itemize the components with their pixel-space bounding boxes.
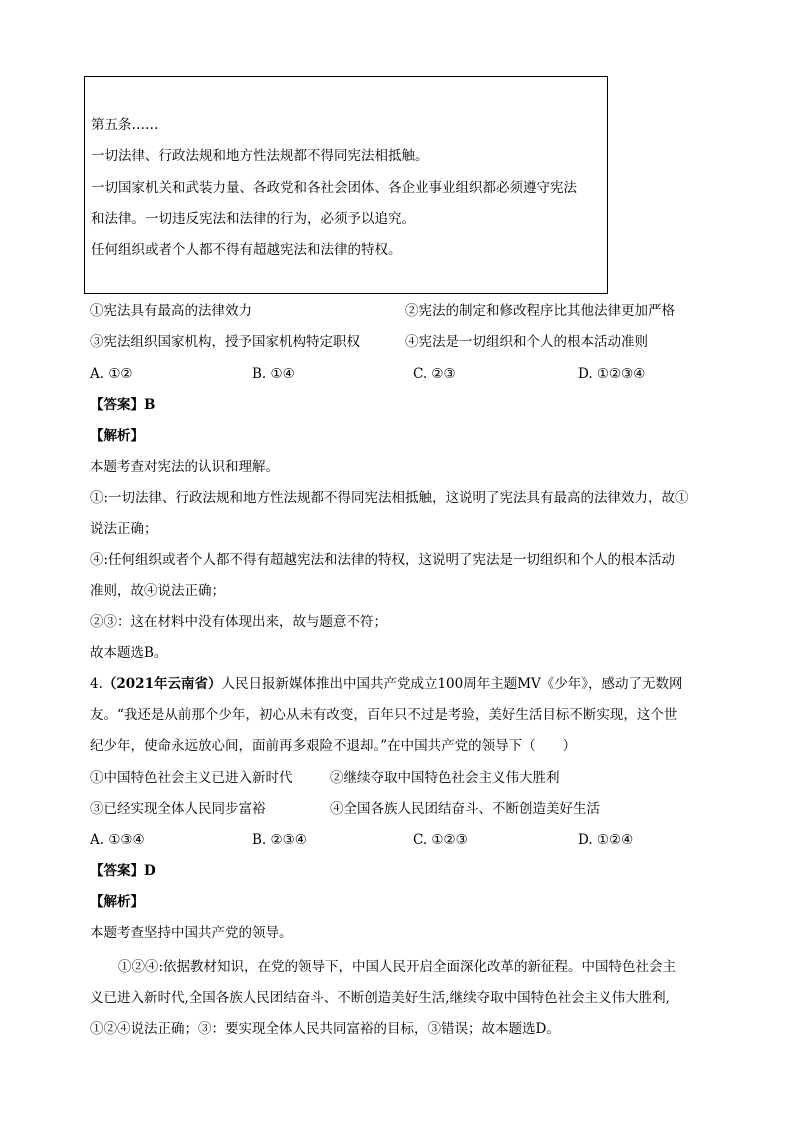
q4-stem-text: 人民日报新媒体推出中国共产党成立100周年主题MV《少年》，感动了无数网 [221,676,683,692]
q4-number: 4. [90,676,103,692]
q3-analysis-line: ①:一切法律、行政法规和地方性法规都不得同宪法相抵触，这说明了宪法具有最高的法律效力，故① [90,490,689,506]
quote-line: 第五条…… [91,117,159,133]
constitution-quote-box [84,76,608,294]
q3-analysis-line: ②③：这在材料中没有体现出来，故与题意不符； [90,614,387,630]
q4-statement-2: ②继续夺取中国特色社会主义伟大胜利 [330,770,560,786]
quote-line: 一切法律、行政法规和地方性法规都不得同宪法相抵触。 [91,148,429,164]
q3-analysis-line: 故本题选B。 [90,645,168,661]
q3-answer: 【答案】B [90,397,156,413]
q4-statement-4: ④全国各族人民团结奋斗、不断创造美好生活 [330,801,600,817]
q3-statement-1: ①宪法具有最高的法律效力 [90,303,252,319]
q4-answer: 【答案】D [90,863,156,879]
q3-option-d: D. ①②③④ [578,366,646,382]
q3-option-c: C. ②③ [413,366,456,382]
quote-line: 和法律。一切违反宪法和法律的行为，必须予以追究。 [91,211,415,227]
q4-stem-line: 纪少年，使命永远放心间，面前再多艰险不退却。”在中国共产党的领导下（ ） [90,738,577,754]
q4-option-d: D. ①②④ [578,832,634,848]
q3-analysis-label: 【解析】 [90,428,144,444]
q4-analysis-line: ①②④:依据教材知识，在党的领导下，中国人民开启全面深化改革的新征程。中国特色社会主 [118,959,677,975]
q4-analysis-line: ①②④说法正确；③：要实现全体人民共同富裕的目标，③错误；故本题选D。 [90,1021,560,1037]
q4-statement-1: ①中国特色社会主义已进入新时代 [90,770,293,786]
q4-statement-3: ③已经实现全体人民同步富裕 [90,801,266,817]
quote-line: 任何组织或者个人都不得有超越宪法和法律的特权。 [91,242,402,258]
q4-analysis-label: 【解析】 [90,894,144,910]
q3-analysis-line: 本题考查对宪法的认识和理解。 [90,459,279,475]
q4-analysis-line: 义已进入新时代,全国各族人民团结奋斗、不断创造美好生活,继续夺取中国特色社会主义伟大胜利, [90,990,670,1006]
q4-source: （2021年云南省） [102,676,222,692]
q3-statement-3: ③宪法组织国家机构，授予国家机构特定职权 [90,334,360,350]
q4-option-a: A. ①③④ [90,832,145,848]
q3-statement-2: ②宪法的制定和修改程序比其他法律更加严格 [405,303,675,319]
q4-option-c: C. ①②③ [413,832,468,848]
q3-statement-4: ④宪法是一切组织和个人的根本活动准则 [405,334,648,350]
q3-analysis-line: 准则，故④说法正确； [90,583,225,599]
quote-line: 一切国家机关和武装力量、各政党和各社会团体、各企业事业组织都必须遵守宪法 [91,180,577,196]
q3-analysis-line: ④:任何组织或者个人都不得有超越宪法和法律的特权，这说明了宪法是一切组织和个人的根本活动 [90,552,676,568]
q4-option-b: B. ②③④ [252,832,307,848]
q3-option-a: A. ①② [90,366,133,382]
q4-analysis-line: 本题考查坚持中国共产党的领导。 [90,925,293,941]
q4-stem-line: 友。“我还是从前那个少年，初心从未有改变，百年只不过是考验，美好生活目标不断实现，这个世 [90,707,678,723]
q3-analysis-line: 说法正确； [90,521,158,537]
q3-option-b: B. ①④ [252,366,295,382]
q4-stem-first-line [90,674,683,694]
